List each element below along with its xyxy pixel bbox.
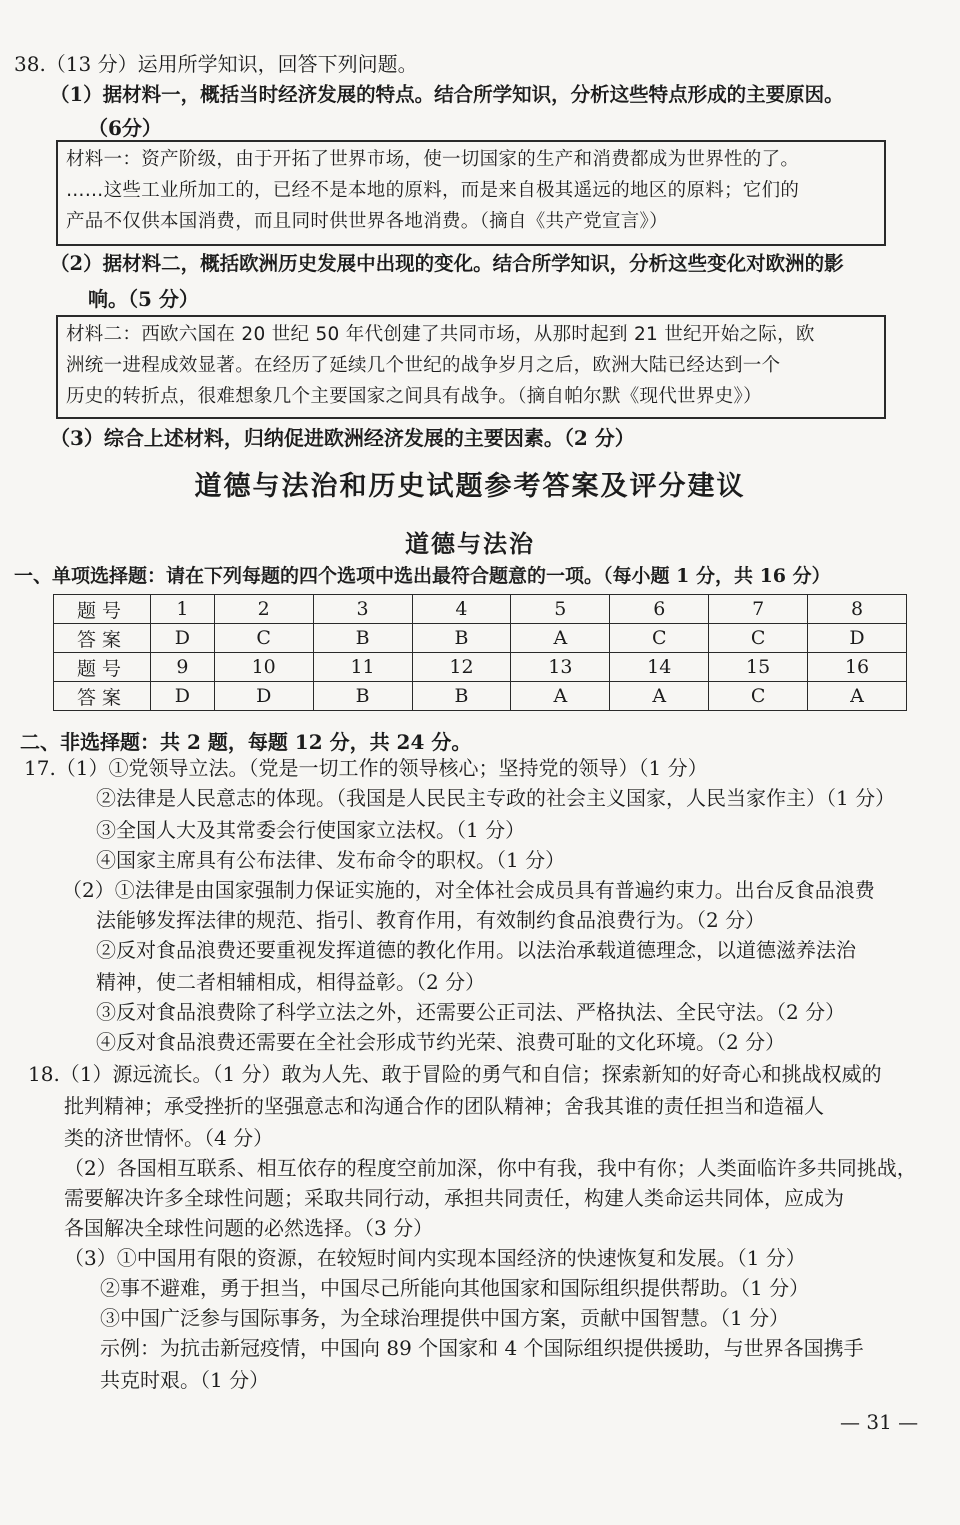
material-two-line: 历史的转折点，很难想象几个主要国家之间具有战争。（摘自帕尔默《现代世界史》） (66, 386, 762, 407)
q18-line: （2）各国相互联系、相互依存的程度空前加深，你中有我，我中有你；人类面临许多共同挑战， (64, 1156, 917, 1180)
q17-line: （2）①法律是由国家强制力保证实施的，对全体社会成员具有普遍约束力。出台反食品浪费 (62, 878, 875, 902)
table-label-answer: 答案 (54, 682, 151, 711)
part-one-heading: 一、单项选择题：请在下列每题的四个选项中选出最符合题意的一项。（每小题 1 分，共 16 分） (14, 565, 831, 587)
table-cell: B (412, 682, 511, 711)
table-cell: B (412, 624, 511, 653)
table-cell: 4 (412, 595, 511, 624)
q38-part2-score: 响。（5 分） (88, 287, 199, 311)
table-cell: D (151, 682, 215, 711)
page-number: — 31 — (840, 1410, 919, 1434)
table-cell: 8 (808, 595, 907, 624)
table-row (54, 624, 907, 653)
table-cell: C (214, 624, 313, 653)
answer-key-title: 道德与法治和历史试题参考答案及评分建议 (194, 471, 746, 502)
part-two-heading: 二、非选择题：共 2 题，每题 12 分，共 24 分。 (20, 730, 472, 754)
table-cell: C (610, 624, 709, 653)
q17-line: ③全国人大及其常委会行使国家立法权。（1 分） (96, 818, 526, 842)
q17-line: ④反对食品浪费还需要在全社会形成节约光荣、浪费可耻的文化环境。（2 分） (96, 1030, 786, 1054)
table-cell: C (709, 682, 808, 711)
table-cell: A (511, 682, 610, 711)
material-two-line: 洲统一进程成效显著。在经历了延续几个世纪的战争岁月之后，欧洲大陆已经达到一个 (66, 355, 781, 376)
q17-line: ②反对食品浪费还要重视发挥道德的教化作用。以法治承载道德理念，以道德滋养法治 (96, 938, 856, 962)
table-cell: 16 (808, 653, 907, 682)
q17-line: ③反对食品浪费除了科学立法之外，还需要公正司法、严格执法、全民守法。（2 分） (96, 1000, 846, 1024)
table-label-number: 题号 (54, 595, 151, 624)
q17-line: 17.（1）①党领导立法。（党是一切工作的领导核心；坚持党的领导）（1 分） (24, 756, 708, 780)
q18-line: ③中国广泛参与国际事务，为全球治理提供中国方案，贡献中国智慧。（1 分） (100, 1306, 790, 1330)
table-cell: 12 (412, 653, 511, 682)
material-one-box (56, 140, 886, 246)
table-cell: 9 (151, 653, 215, 682)
material-two-line: 材料二：西欧六国在 20 世纪 50 年代创建了共同市场，从那时起到 21 世纪开始之际，欧 (66, 324, 815, 345)
material-one-line: 材料一：资产阶级，由于开拓了世界市场，使一切国家的生产和消费都成为世界性的了。 (66, 149, 800, 170)
table-label-number: 题号 (54, 653, 151, 682)
table-cell: 7 (709, 595, 808, 624)
q18-line: ②事不避难，勇于担当，中国尽己所能向其他国家和国际组织提供帮助。（1 分） (100, 1276, 810, 1300)
table-cell: 2 (214, 595, 313, 624)
subject-title: 道德与法治 (405, 530, 535, 558)
table-cell: 3 (313, 595, 412, 624)
q18-line: （3）①中国用有限的资源，在较短时间内实现本国经济的快速恢复和发展。（1 分） (64, 1246, 806, 1270)
table-row (54, 682, 907, 711)
table-cell: 13 (511, 653, 610, 682)
table-cell: B (313, 624, 412, 653)
q18-line: 批判精神；承受挫折的坚强意志和沟通合作的团队精神；舍我其谁的责任担当和造福人 (64, 1094, 824, 1118)
q38-stem: 38.（13 分）运用所学知识，回答下列问题。 (14, 52, 418, 76)
material-two-box (56, 315, 886, 419)
material-one-line: 产品不仅供本国消费，而且同时供世界各地消费。（摘自《共产党宣言》） (66, 211, 668, 232)
table-cell: C (709, 624, 808, 653)
q17-line: 法能够发挥法律的规范、指引、教育作用，有效制约食品浪费行为。（2 分） (96, 908, 766, 932)
q38-part1: （1）据材料一，概括当时经济发展的特点。结合所学知识，分析这些特点形成的主要原因。 (50, 83, 844, 106)
table-row (54, 595, 907, 624)
table-cell: A (808, 682, 907, 711)
table-cell: 14 (610, 653, 709, 682)
table-cell: A (610, 682, 709, 711)
table-cell: B (313, 682, 412, 711)
q18-line: 18.（1）源远流长。（1 分）敢为人先、敢于冒险的勇气和自信；探索新知的好奇心和挑战权威的 (28, 1062, 882, 1086)
table-cell: 5 (511, 595, 610, 624)
table-label-answer: 答案 (54, 624, 151, 653)
answer-table (53, 594, 907, 711)
table-cell: D (214, 682, 313, 711)
q18-line: 各国解决全球性问题的必然选择。（3 分） (64, 1216, 434, 1240)
table-cell: D (808, 624, 907, 653)
material-one-line: ……这些工业所加工的，已经不是本地的原料，而是来自极其遥远的地区的原料；它们的 (66, 180, 800, 201)
q18-line: 需要解决许多全球性问题；采取共同行动，承担共同责任，构建人类命运共同体，应成为 (64, 1186, 844, 1210)
table-cell: D (151, 624, 215, 653)
table-cell: 6 (610, 595, 709, 624)
q17-line: ②法律是人民意志的体现。（我国是人民民主专政的社会主义国家，人民当家作主）（1 分） (96, 786, 896, 810)
q18-line: 共克时艰。（1 分） (100, 1368, 270, 1392)
q38-part2: （2）据材料二，概括欧洲历史发展中出现的变化。结合所学知识，分析这些变化对欧洲的影 (50, 252, 844, 275)
table-cell: 1 (151, 595, 215, 624)
q18-line: 类的济世情怀。（4 分） (64, 1126, 274, 1150)
table-row (54, 653, 907, 682)
table-cell: 11 (313, 653, 412, 682)
table-cell: 15 (709, 653, 808, 682)
q18-line: 示例：为抗击新冠疫情，中国向 89 个国家和 4 个国际组织提供援助，与世界各国携手 (100, 1336, 864, 1360)
q38-part3: （3）综合上述材料，归纳促进欧洲经济发展的主要因素。（2 分） (50, 426, 635, 450)
q17-line: ④国家主席具有公布法律、发布命令的职权。（1 分） (96, 848, 566, 872)
q38-part1-score: （6分） (88, 116, 162, 140)
table-cell: 10 (214, 653, 313, 682)
q17-line: 精神，使二者相辅相成，相得益彰。（2 分） (96, 970, 486, 994)
table-cell: A (511, 624, 610, 653)
